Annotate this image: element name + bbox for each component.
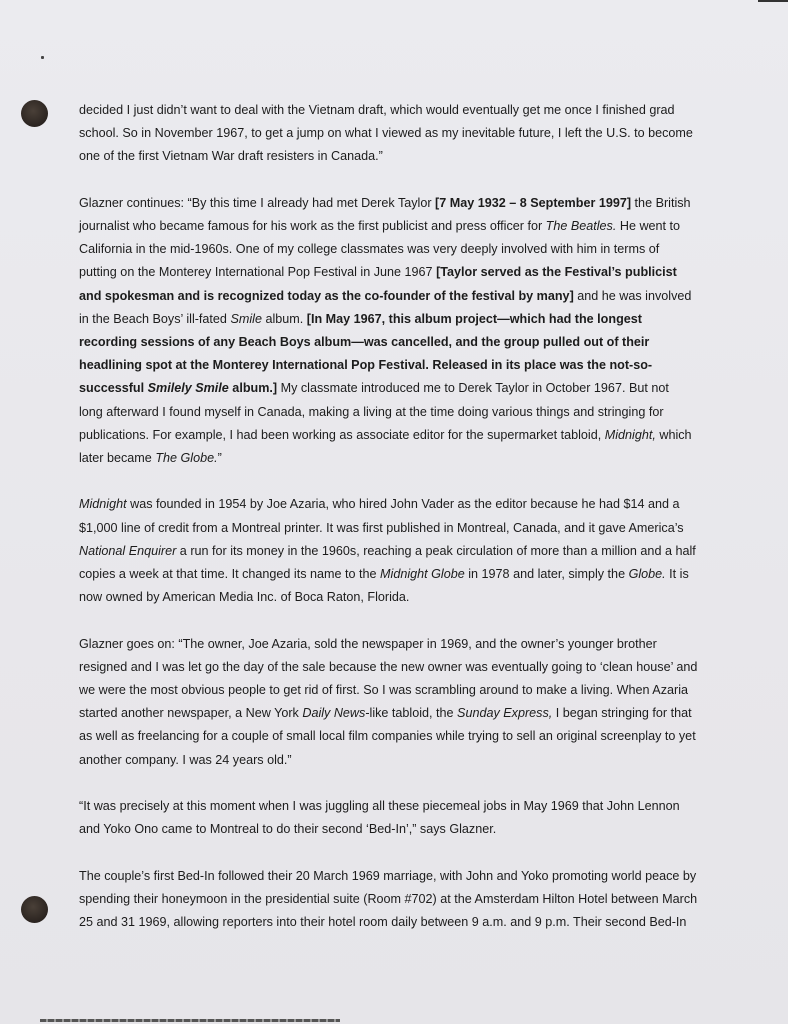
text-run: spending their honeymoon in the presidential suite (Room #702) at the Amsterdam Hilton Hotel between March <box>79 891 698 906</box>
text-run: Midnight Globe <box>380 567 465 582</box>
text-run: school. So in November 1967, to get a jump on what I viewed as my inevitable future, I left the U.S. to become <box>79 126 693 141</box>
text-run: putting on the Monterey International Pop Festival in June 1967 <box>79 265 437 280</box>
paragraph <box>79 493 696 609</box>
text-run: started another newspaper, a New York <box>79 706 303 721</box>
text-line <box>79 633 687 656</box>
text-line <box>79 192 691 215</box>
text-run: and spokesman and is recognized today as the co-founder of the festival by many] <box>79 288 574 303</box>
text-run: My classmate introduced me to Derek Taylor in October 1967. But not <box>277 381 669 396</box>
text-run: now owned by American Media Inc. of Boca Raton, Florida. <box>79 590 410 605</box>
bottom-edge-rule <box>40 1019 340 1022</box>
text-run: California in the mid-1960s. One of my college classmates was very deeply involved with him in terms of <box>79 242 660 257</box>
text-line <box>79 888 698 911</box>
text-line <box>79 865 697 888</box>
text-run: resigned and I was let go the day of the sale because the new owner was eventually going to ‘clean house’ and <box>79 659 698 674</box>
text-run: [Taylor served as the Festival’s publicist <box>436 265 677 280</box>
text-run: National Enquirer <box>79 543 177 558</box>
text-run: a run for its money in the 1960s, reaching a peak circulation of more than a million and a half <box>176 543 696 558</box>
text-line <box>79 401 687 424</box>
punch-hole-top <box>21 100 48 127</box>
text-run: in 1978 and later, simply the <box>464 567 629 582</box>
text-run: the British <box>631 195 691 210</box>
text-run: journalist who became famous for his work as the first publicist and press officer for <box>79 219 546 233</box>
text-run: we were the most obvious people to get rid of first. So I was scrambling around to make a living. When Azaria <box>79 683 688 698</box>
text-run: headlining spot at the Monterey International Pop Festival. Released in its place was the not-so- <box>79 358 653 373</box>
paragraph <box>79 633 698 772</box>
text-line <box>79 424 692 447</box>
text-run: copies a week at that time. It changed its name to the <box>79 567 381 582</box>
text-line <box>79 679 687 702</box>
text-run: decided I just didn’t want to deal with the Vietnam draft, which would eventually get me once I finished grad <box>79 103 675 117</box>
paragraph <box>79 795 687 841</box>
text-line <box>79 818 687 841</box>
text-line <box>79 122 693 145</box>
text-run: [In May 1967, this album project—which had the longest <box>306 311 642 326</box>
text-line <box>79 656 698 679</box>
text-run: ” <box>217 451 222 466</box>
text-run: another company. I was 24 years old.” <box>79 752 292 767</box>
document-body <box>79 99 698 957</box>
text-run: one of the first Vietnam War draft resisters in Canada.” <box>79 149 383 164</box>
text-run: Smilely Smile <box>147 381 229 396</box>
text-run: recording sessions of any Beach Boys album—was cancelled, and the group pulled out of their <box>79 335 650 350</box>
text-run: as well as freelancing for a couple of small local film companies while trying to sell an original screenplay to yet <box>79 729 696 744</box>
text-run: [7 May 1932 – 8 September 1997] <box>435 195 632 210</box>
text-line <box>79 493 687 516</box>
text-run: Smile <box>230 311 262 326</box>
text-line <box>79 702 692 725</box>
text-line <box>79 725 696 748</box>
text-line <box>79 285 692 308</box>
text-run: Glazner continues: “By this time I already had met Derek Taylor <box>79 195 436 210</box>
text-run: Midnight, <box>604 427 656 442</box>
text-line <box>79 586 687 609</box>
text-line <box>79 331 687 354</box>
text-line <box>79 99 687 122</box>
text-line <box>79 563 687 586</box>
text-run: Midnight <box>79 497 127 512</box>
text-line <box>79 377 687 400</box>
text-run: publications. For example, I had been working as associate editor for the supermarket tabloid, <box>79 427 605 442</box>
text-line <box>79 911 687 934</box>
text-run: Globe. <box>628 567 666 582</box>
text-run: and Yoko Ono came to Montreal to do their second ‘Bed-In’,” says Glazner. <box>79 822 497 837</box>
punch-hole-bottom <box>21 896 48 923</box>
text-run: successful <box>79 381 148 396</box>
text-run: The couple’s first Bed-In followed their 20 March 1969 marriage, with John and Yoko promoting world peace by <box>79 868 697 883</box>
text-run: Glazner goes on: “The owner, Joe Azaria, sold the newspaper in 1969, and the owner’s younger brother <box>79 636 657 651</box>
text-run: later became <box>79 451 156 466</box>
text-run: album. <box>261 311 307 326</box>
text-line <box>79 215 687 238</box>
text-run: -like tabloid, the <box>365 706 458 721</box>
text-line <box>79 447 687 470</box>
text-run: The Globe. <box>155 451 218 466</box>
text-run: which <box>655 427 692 442</box>
text-line <box>79 261 687 284</box>
text-run: I began stringing for that <box>552 706 692 721</box>
scan-speck <box>41 56 44 59</box>
text-run: 25 and 31 1969, allowing reporters into their hotel room daily between 9 a.m. and 9 p.m. Their second Bed-In <box>79 915 687 930</box>
text-run: He went to <box>616 219 681 233</box>
text-run: $1,000 line of credit from a Montreal printer. It was first published in Montreal, Canada, and it gave America’s <box>79 520 684 535</box>
text-line <box>79 308 687 331</box>
text-run: Daily News <box>302 706 366 721</box>
text-line <box>79 145 687 168</box>
scan-edge-mark <box>758 0 788 2</box>
text-run: was founded in 1954 by Joe Azaria, who hired John Vader as the editor because he had $14 and a <box>126 497 680 512</box>
text-line <box>79 749 687 772</box>
paragraph <box>79 192 692 470</box>
text-run: and he was involved <box>573 288 692 303</box>
text-run: Sunday Express, <box>457 706 553 721</box>
text-run: It is <box>665 567 689 582</box>
text-run: in the Beach Boys’ ill-fated <box>79 311 231 326</box>
text-line <box>79 238 687 261</box>
text-line <box>79 517 687 540</box>
paragraph <box>79 865 698 935</box>
text-run: The Beatles. <box>545 219 617 233</box>
text-line <box>79 540 696 563</box>
text-run: “It was precisely at this moment when I was juggling all these piecemeal jobs in May 1969 that John Lennon <box>79 799 680 814</box>
text-line <box>79 354 687 377</box>
paragraph <box>79 99 693 169</box>
text-line <box>79 795 687 818</box>
text-run: album.] <box>228 381 278 396</box>
text-run: long afterward I found myself in Canada, making a living at the time doing various things and stringing for <box>79 404 664 419</box>
